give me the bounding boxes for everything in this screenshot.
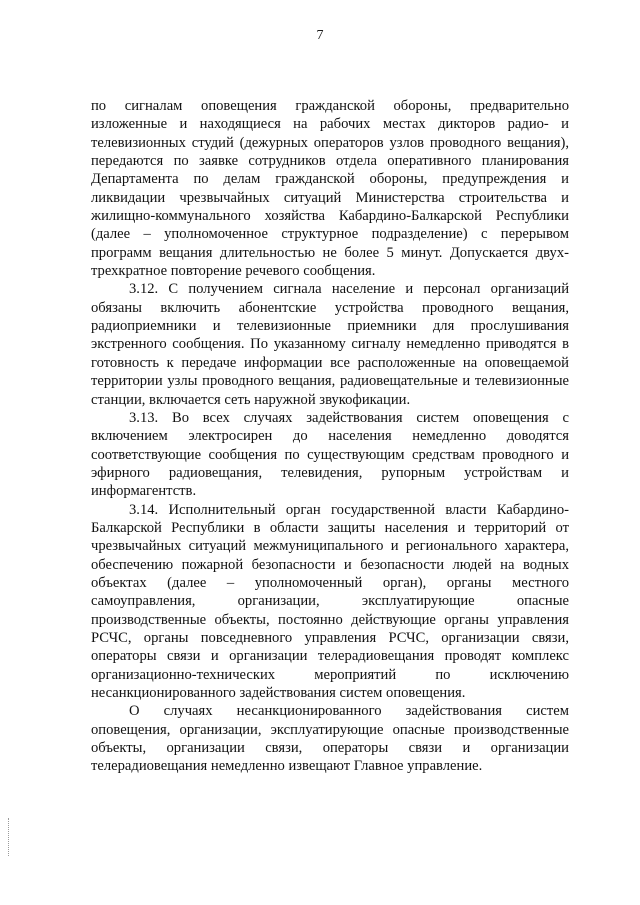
page-number: 7 xyxy=(316,28,324,43)
paragraph-3-14: 3.14. Исполнительный орган государственной власти Кабардино-Балкарской Республики в области защиты населения и территорий от чрезвычайных ситуаций межмуниципального и регионального характера, обеспечению пожарной безопасности и безопасности людей на водных объектах (далее – уполномоченный орган), органы местного самоуправления, организации, эксплуатирующие опасные производственные объекты, постоянно действующие органы управления РСЧС, органы повседневного управления РСЧС, организации связи, операторы связи и организации телерадиовещания проводят комплекс организационно-технических мероприятий по исключению несанкционированного задействования систем оповещения. xyxy=(91,501,569,701)
paragraph-continuation: по сигналам оповещения гражданской обороны, предварительно изложенные и находящиеся на рабочих местах дикторов радио- и телевизионных студий (дежурных операторов узлов проводного вещания), передаются по заявке сотрудников отдела оперативного планирования Департамента по делам гражданской обороны, предупреждения и ликвидации чрезвычайных ситуаций Министерства строительства и жилищно-коммунального хозяйства Кабардино-Балкарской Республики (далее – уполномоченное структурное подразделение) с перерывом программ вещания длительностью не более 5 минут. Допускается двух-трехкратное повторение речевого сообщения. xyxy=(91,98,569,280)
paragraph-unauthorized-activation: О случаях несанкционированного задействования систем оповещения, организации, эксплуатирующие опасные производственные объекты, организации связи, операторы связи и организации телерадиовещания немедленно извещают Главное управление. xyxy=(91,703,569,775)
paragraph-3-13: 3.13. Во всех случаях задействования систем оповещения с включением электросирен до населения немедленно доводятся соответствующие сообщения по существующим средствам проводного и эфирного радиовещания, телевидения, рупорным устройствам и информагентств. xyxy=(91,409,569,500)
document-body xyxy=(91,97,569,776)
paragraph-3-12: 3.12. С получением сигнала население и персонал организаций обязаны включить абонентские устройства проводного вещания, радиоприемники и телевизионные приемники для прослушивания экстренного сообщения. По указанному сигналу немедленно приводятся в готовность к передаче информации все расположенные на оповещаемой территории узлы проводного вещания, радиовещательные и телевизионные станции, включается сеть наружной звукофикации. xyxy=(91,281,569,408)
scan-edge-mark xyxy=(8,818,10,856)
